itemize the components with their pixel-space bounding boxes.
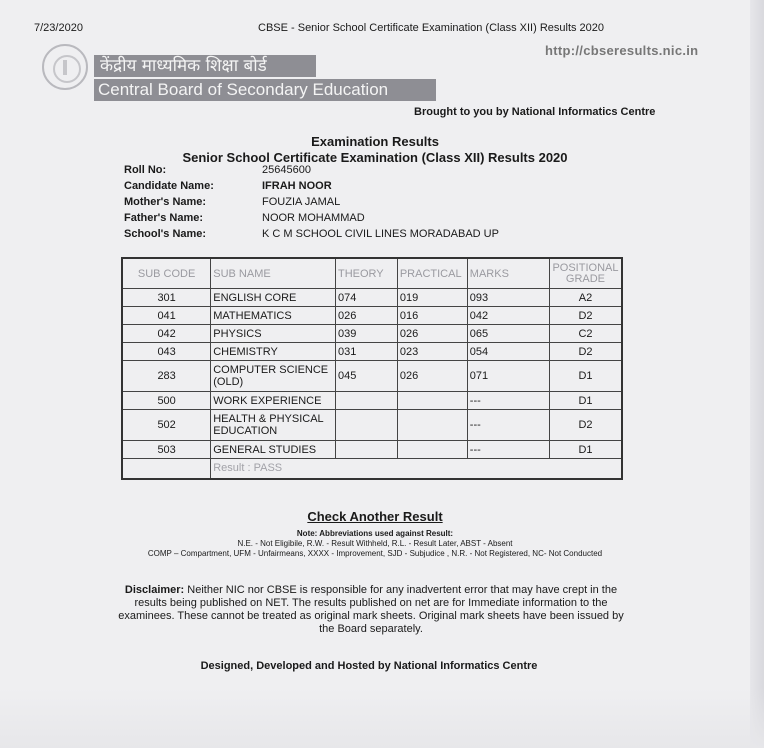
grade-cell: D1 [549,392,622,410]
candidate-value: 25645600 [262,164,311,176]
sub-name-cell: COMPUTER SCIENCE (OLD) [211,361,336,392]
sub-code-cell: 041 [122,307,211,325]
theory-cell [335,392,397,410]
table-row [122,410,622,441]
header-sub-code: SUB CODE [122,258,211,289]
result-empty-cell [122,459,211,479]
theory-cell: 026 [335,307,397,325]
grade-cell: D2 [549,307,622,325]
sub-code-cell: 043 [122,343,211,361]
grade-cell: C2 [549,325,622,343]
sub-code-cell: 042 [122,325,211,343]
candidate-label: Father's Name: [124,212,204,224]
sub-name-cell: CHEMISTRY [211,343,336,361]
disclaimer-text: Neither NIC nor CBSE is responsible for any inadvertent error that may have crept in the results being published on NET. The results published on net are for Immediate information to the examinees. These cannot be treated as original mark sheets. Original mark sheets have been issued by the Board separately. [118,584,624,635]
marks-table-header [122,258,622,289]
board-name-english: Central Board of Secondary Education [94,79,436,101]
marks-cell: --- [467,441,549,459]
practical-cell: 023 [397,343,467,361]
theory-cell [335,441,397,459]
practical-cell [397,441,467,459]
sub-code-cell: 503 [122,441,211,459]
disclaimer [118,584,624,636]
grade-cell: D1 [549,361,622,392]
print-date: 7/23/2020 [34,22,83,34]
table-row [122,325,622,343]
notes-line-1: N.E. - Not Eligibile, R.W. - Result Withheld, R.L. - Result Later, ABST - Absent [237,539,513,548]
grade-cell: D2 [549,343,622,361]
marks-cell: 065 [467,325,549,343]
sub-name-cell: ENGLISH CORE [211,289,336,307]
marks-cell: 054 [467,343,549,361]
notes-line-2: COMP – Compartment, UFM - Unfairmeans, XXXX - Improvement, SJD - Subjudice , N.R. - Not Registered, NC- Not Conducted [147,549,603,558]
table-row [122,441,622,459]
marks-cell: --- [467,410,549,441]
sub-name-cell: PHYSICS [211,325,336,343]
table-row [122,289,622,307]
candidate-label: Candidate Name: [124,180,214,192]
marks-table [121,257,623,480]
practical-cell: 026 [397,361,467,392]
sub-name-cell: MATHEMATICS [211,307,336,325]
board-name-hindi: केंद्रीय माध्यमिक शिक्षा बोर्ड [94,55,316,77]
header-marks: MARKS [467,258,549,289]
grade-cell: D1 [549,441,622,459]
result-status: Result : PASS [211,459,622,479]
theory-cell: 039 [335,325,397,343]
header-theory: THEORY [335,258,397,289]
notes-heading: Note: Abbreviations used against Result: [296,529,454,538]
site-url[interactable]: http://cbseresults.nic.in [545,43,699,58]
table-row [122,343,622,361]
sub-name-cell: GENERAL STUDIES [211,441,336,459]
grade-cell: A2 [549,289,622,307]
theory-cell: 074 [335,289,397,307]
practical-cell [397,410,467,441]
result-row [122,459,622,479]
table-row [122,361,622,392]
check-another-result-link[interactable]: Check Another Result [307,509,443,524]
scan-edge-shadow [750,0,764,748]
disclaimer-label: Disclaimer: [124,584,185,596]
marks-cell: --- [467,392,549,410]
theory-cell: 031 [335,343,397,361]
exam-title: Examination Results [311,134,439,149]
candidate-value: IFRAH NOOR [262,180,332,192]
footer-credit: Designed, Developed and Hosted by National Informatics Centre [200,660,538,672]
practical-cell: 019 [397,289,467,307]
scan-bottom-shadow [0,688,764,748]
table-row [122,392,622,410]
candidate-label: School's Name: [124,228,207,240]
practical-cell: 026 [397,325,467,343]
header-positional-grade: POSITIONAL GRADE [549,258,622,289]
sub-code-cell: 502 [122,410,211,441]
table-row [122,307,622,325]
marks-cell: 071 [467,361,549,392]
theory-cell [335,410,397,441]
sub-name-cell: HEALTH & PHYSICAL EDUCATION [211,410,336,441]
brought-by-text: Brought to you by National Informatics Centre [414,106,656,118]
candidate-value: K C M SCHOOL CIVIL LINES MORADABAD UP [262,228,499,240]
print-page-title: CBSE - Senior School Certificate Examination (Class XII) Results 2020 [258,22,605,34]
candidate-value: NOOR MOHAMMAD [262,212,365,224]
practical-cell: 016 [397,307,467,325]
candidate-label: Roll No: [124,164,167,176]
theory-cell: 045 [335,361,397,392]
header-practical: PRACTICAL [397,258,467,289]
sub-code-cell: 301 [122,289,211,307]
sub-code-cell: 500 [122,392,211,410]
marks-cell: 093 [467,289,549,307]
sub-code-cell: 283 [122,361,211,392]
marks-cell: 042 [467,307,549,325]
grade-cell: D2 [549,410,622,441]
candidate-value: FOUZIA JAMAL [262,196,341,208]
header-sub-name: SUB NAME [211,258,336,289]
practical-cell [397,392,467,410]
candidate-label: Mother's Name: [124,196,207,208]
sub-name-cell: WORK EXPERIENCE [211,392,336,410]
exam-subtitle: Senior School Certificate Examination (Class XII) Results 2020 [182,150,568,165]
cbse-logo-icon [42,44,88,90]
